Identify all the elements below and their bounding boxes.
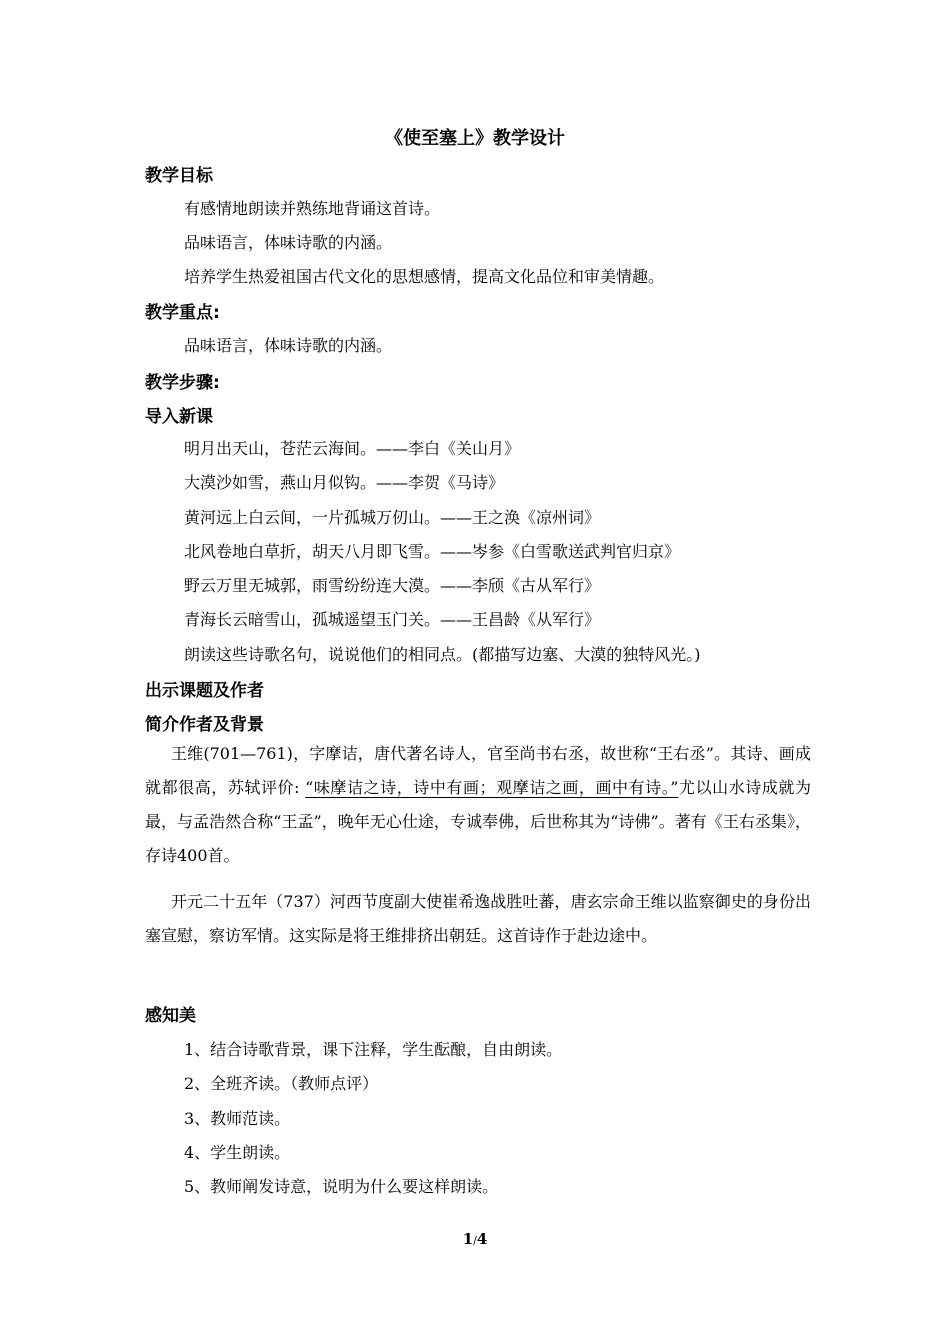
intro-heading: 导入新课 (145, 407, 213, 427)
goal-item: 培养学生热爱祖国古代文化的思想感情，提高文化品位和审美情趣。 (184, 267, 665, 286)
page-number (0, 1230, 950, 1248)
document-title: 《使至塞上》教学设计 (385, 128, 565, 149)
background-paragraph: 开元二十五年（737）河西节度副大使崔希逸战胜吐蕃，唐玄宗命王维以监察御史的身份出塞宣慰，察访军情。这实际是将王维排挤出朝廷。这首诗作于赴边途中。 (145, 892, 811, 945)
perceive-item: 3、教师范读。 (184, 1109, 291, 1128)
goals-heading: 教学目标 (145, 166, 213, 186)
goal-item: 品味语言，体味诗歌的内涵。 (184, 233, 393, 252)
perceive-item: 5、教师阐发诗意，说明为什么要这样朗读。 (184, 1177, 499, 1196)
focus-heading: 教学重点: (145, 303, 220, 323)
perceive-item: 4、学生朗读。 (184, 1143, 291, 1162)
intro-line: 野云万里无城郭，雨雪纷纷连大漠。——李颀《古从军行》 (184, 576, 601, 595)
author-paragraph (145, 737, 811, 873)
current-page: 1 (462, 1230, 474, 1248)
intro-line: 明月出天山，苍茫云海间。——李白《关山月》 (184, 439, 521, 458)
goal-item: 有感情地朗读并熟练地背诵这首诗。 (184, 199, 441, 218)
perceive-item: 1、结合诗歌背景，课下注释，学生酝酿，自由朗读。 (184, 1040, 563, 1059)
perceive-item: 2、全班齐读。（教师点评） (184, 1074, 379, 1093)
intro-line: 北风卷地白草折，胡天八月即飞雪。——岑参《白雪歌送武判官归京》 (184, 542, 681, 561)
intro-line: 朗读这些诗歌名句，说说他们的相同点。(都描写边塞、大漠的独特风光。) (184, 645, 701, 664)
author-text: 王维(701—761)，字摩诘，唐代著名诗人，官至尚书右丞，故世称“王右丞”。其诗、画成就都很高，苏轼评价: (145, 744, 811, 797)
total-pages: 4 (476, 1230, 488, 1248)
perceive-heading: 感知美 (145, 1006, 196, 1026)
intro-line: 大漠沙如雪，燕山月似钩。——李贺《马诗》 (184, 473, 505, 492)
intro-line: 黄河远上白云间，一片孤城万仞山。——王之涣《凉州词》 (184, 508, 601, 527)
show-title-heading: 出示课题及作者 (145, 681, 264, 701)
su-shi-quote: “味摩诘之诗，诗中有画；观摩诘之画，画中有诗。” (305, 778, 679, 797)
steps-heading: 教学步骤: (145, 373, 220, 393)
page-separator: / (473, 1234, 477, 1247)
intro-line: 青海长云暗雪山，孤城遥望玉门关。——王昌龄《从军行》 (184, 610, 601, 629)
author-text-continued: 尤以山水诗成就为最，与孟浩然合称“王孟”，晚年无心仕途，专诚奉佛，后世称其为“诗佛”。著有《王右丞集》，存诗400首。 (145, 778, 811, 865)
author-heading: 简介作者及背景 (145, 715, 264, 735)
focus-text: 品味语言，体味诗歌的内涵。 (184, 336, 393, 355)
